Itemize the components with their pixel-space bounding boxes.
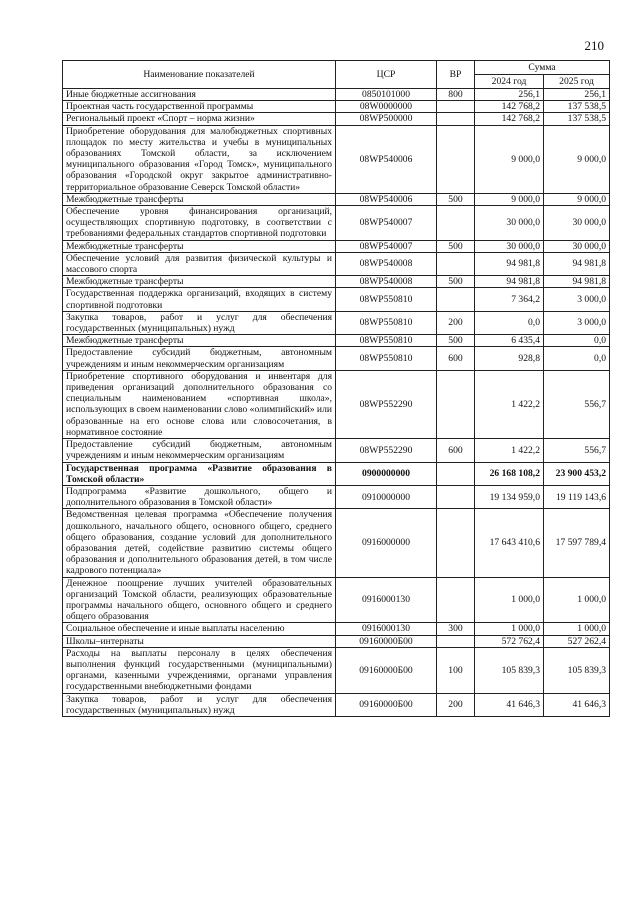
table-row: [63, 288, 610, 311]
row-sum-2024: 41 646,3: [475, 693, 544, 716]
row-sum-2024: 9 000,0: [475, 193, 544, 205]
row-name: Государственная программа «Развитие образования в Томской области»: [63, 462, 336, 485]
row-vr: 200: [437, 311, 475, 334]
table-row: [63, 635, 610, 647]
row-name: Предоставление субсидий бюджетным, автономным учреждениям и иным некоммерческим организациям: [63, 347, 336, 370]
row-csr: 08WP550810: [336, 288, 437, 311]
row-sum-2024: 1 422,2: [475, 370, 544, 438]
row-vr: [437, 370, 475, 438]
row-name: Государственная поддержка организаций, входящих в систему спортивной подготовки: [63, 288, 336, 311]
row-csr: 08WP550810: [336, 335, 437, 347]
row-sum-2025: 94 981,8: [544, 276, 610, 288]
row-name: Закупка товаров, работ и услуг для обеспечения государственных (муниципальных) нужд: [63, 693, 336, 716]
row-sum-2025: 556,7: [544, 439, 610, 462]
row-vr: 500: [437, 193, 475, 205]
table-row: [63, 101, 610, 113]
row-name: Приобретение оборудования для малобюджетных спортивных площадок по месту жительства и учебы в муниципальных образованиях Томской области, за исключением муниципального образования «Город Томск», муниципального образования «Городской округ закрытое административно-территориальное образование Северск Томской области»: [63, 125, 336, 193]
row-csr: 0850101000: [336, 89, 437, 101]
row-vr: [437, 509, 475, 577]
row-vr: 800: [437, 89, 475, 101]
row-vr: [437, 113, 475, 125]
header-csr: ЦСР: [336, 61, 437, 89]
row-sum-2025: 9 000,0: [544, 125, 610, 193]
row-sum-2024: 256,1: [475, 89, 544, 101]
row-sum-2024: 17 643 410,6: [475, 509, 544, 577]
row-sum-2025: 9 000,0: [544, 193, 610, 205]
row-csr: 08WP540007: [336, 240, 437, 252]
row-sum-2024: 94 981,8: [475, 276, 544, 288]
row-sum-2024: 1 000,0: [475, 577, 544, 623]
row-vr: [437, 577, 475, 623]
row-name: Обеспечение условий для развития физической культуры и массового спорта: [63, 252, 336, 275]
row-sum-2024: 1 000,0: [475, 623, 544, 635]
table-row: [63, 693, 610, 716]
row-sum-2025: 23 900 453,2: [544, 462, 610, 485]
row-sum-2025: 137 538,5: [544, 101, 610, 113]
row-vr: 500: [437, 335, 475, 347]
row-name: Подпрограмма «Развитие дошкольного, общего и дополнительного образования в Томской области»: [63, 485, 336, 508]
row-vr: [437, 288, 475, 311]
row-name: Социальное обеспечение и иные выплаты населению: [63, 623, 336, 635]
row-csr: 08WP540008: [336, 252, 437, 275]
row-sum-2025: 94 981,8: [544, 252, 610, 275]
row-sum-2025: 105 839,3: [544, 647, 610, 693]
row-csr: 08WP500000: [336, 113, 437, 125]
row-name: Межбюджетные трансферты: [63, 240, 336, 252]
table-row: [63, 577, 610, 623]
table-body: [63, 89, 610, 717]
page-number: 210: [584, 38, 604, 53]
row-name: Межбюджетные трансферты: [63, 193, 336, 205]
table-row: [63, 370, 610, 438]
row-vr: 500: [437, 276, 475, 288]
row-csr: 08WP552290: [336, 370, 437, 438]
table-row: [63, 623, 610, 635]
row-sum-2024: 94 981,8: [475, 252, 544, 275]
row-vr: [437, 485, 475, 508]
row-vr: 600: [437, 347, 475, 370]
row-sum-2025: 3 000,0: [544, 311, 610, 334]
row-vr: 500: [437, 240, 475, 252]
row-csr: 08WP550810: [336, 311, 437, 334]
row-name: Школы–интернаты: [63, 635, 336, 647]
budget-table: [62, 60, 610, 717]
table-row: [63, 485, 610, 508]
table-row: [63, 647, 610, 693]
table-row: [63, 125, 610, 193]
row-name: Межбюджетные трансферты: [63, 335, 336, 347]
row-sum-2024: 142 768,2: [475, 113, 544, 125]
row-name: Расходы на выплаты персоналу в целях обеспечения выполнения функций государственными (муниципальными) органами, казенными учреждениями, органами управления государственными внебюджетными фондами: [63, 647, 336, 693]
row-vr: 600: [437, 439, 475, 462]
row-sum-2024: 7 364,2: [475, 288, 544, 311]
row-vr: 300: [437, 623, 475, 635]
row-vr: [437, 101, 475, 113]
table-row: [63, 89, 610, 101]
row-sum-2024: 9 000,0: [475, 125, 544, 193]
row-sum-2024: 142 768,2: [475, 101, 544, 113]
row-sum-2025: 1 000,0: [544, 623, 610, 635]
row-vr: [437, 462, 475, 485]
row-name: Закупка товаров, работ и услуг для обеспечения государственных (муниципальных) нужд: [63, 311, 336, 334]
row-csr: 09160000Б00: [336, 635, 437, 647]
row-sum-2024: 572 762,4: [475, 635, 544, 647]
table-row: [63, 462, 610, 485]
row-sum-2025: 1 000,0: [544, 577, 610, 623]
row-sum-2024: 1 422,2: [475, 439, 544, 462]
row-csr: 0916000130: [336, 623, 437, 635]
row-vr: [437, 206, 475, 241]
table-row: [63, 311, 610, 334]
row-sum-2024: 105 839,3: [475, 647, 544, 693]
row-sum-2024: 19 134 959,0: [475, 485, 544, 508]
row-name: Региональный проект «Спорт – норма жизни»: [63, 113, 336, 125]
row-sum-2025: 41 646,3: [544, 693, 610, 716]
table-row: [63, 252, 610, 275]
table-row: [63, 509, 610, 577]
row-csr: 08WP552290: [336, 439, 437, 462]
row-name: Обеспечение уровня финансирования организаций, осуществляющих спортивную подготовку, в соответствии с требованиями федеральных стандартов спортивной подготовки: [63, 206, 336, 241]
row-sum-2025: 137 538,5: [544, 113, 610, 125]
row-csr: 0916000000: [336, 509, 437, 577]
row-name: Предоставление субсидий бюджетным, автономным учреждениям и иным некоммерческим организациям: [63, 439, 336, 462]
row-csr: 08WP550810: [336, 347, 437, 370]
row-sum-2025: 0,0: [544, 335, 610, 347]
table-row: [63, 193, 610, 205]
row-name: Проектная часть государственной программы: [63, 101, 336, 113]
row-name: Межбюджетные трансферты: [63, 276, 336, 288]
table-row: [63, 240, 610, 252]
row-sum-2025: 17 597 789,4: [544, 509, 610, 577]
table-row: [63, 335, 610, 347]
row-sum-2024: 0,0: [475, 311, 544, 334]
row-sum-2025: 0,0: [544, 347, 610, 370]
row-sum-2025: 556,7: [544, 370, 610, 438]
row-sum-2025: 256,1: [544, 89, 610, 101]
header-2025: 2025 год: [544, 75, 610, 89]
row-csr: 08W0000000: [336, 101, 437, 113]
table-row: [63, 206, 610, 241]
row-csr: 09160000Б00: [336, 647, 437, 693]
row-sum-2024: 6 435,4: [475, 335, 544, 347]
row-csr: 08WP540008: [336, 276, 437, 288]
row-csr: 08WP540006: [336, 193, 437, 205]
row-csr: 0900000000: [336, 462, 437, 485]
header-name: Наименование показателей: [63, 61, 336, 89]
header-2024: 2024 год: [475, 75, 544, 89]
row-sum-2025: 30 000,0: [544, 240, 610, 252]
table-row: [63, 439, 610, 462]
row-vr: [437, 125, 475, 193]
row-name: Денежное поощрение лучших учителей образовательных организаций Томской области, реализующих образовательные программы начального общего, основного общего и среднего общего образования: [63, 577, 336, 623]
row-name: Ведомственная целевая программа «Обеспечение получения дошкольного, начального общего, основного общего, среднего общего образования, создание условий для дополнительного образования детей, содействие развитию системы общего образования и дополнительного образования детей, в том числе кадрового потенциала»: [63, 509, 336, 577]
row-vr: [437, 252, 475, 275]
row-sum-2025: 3 000,0: [544, 288, 610, 311]
row-csr: 0916000130: [336, 577, 437, 623]
row-csr: 08WP540006: [336, 125, 437, 193]
row-sum-2025: 527 262,4: [544, 635, 610, 647]
table-row: [63, 276, 610, 288]
table-row: [63, 347, 610, 370]
header-vr: ВР: [437, 61, 475, 89]
table-row: [63, 113, 610, 125]
row-vr: [437, 635, 475, 647]
row-sum-2025: 30 000,0: [544, 206, 610, 241]
row-sum-2024: 30 000,0: [475, 240, 544, 252]
row-vr: 200: [437, 693, 475, 716]
row-vr: 100: [437, 647, 475, 693]
row-sum-2024: 928,8: [475, 347, 544, 370]
header-sum: Сумма: [475, 61, 610, 75]
row-csr: 08WP540007: [336, 206, 437, 241]
row-name: Приобретение спортивного оборудования и инвентаря для приведения организаций дополнительного образования со специальным наименованием «спортивная школа», использующих в своем наименовании слово «олимпийский» или образованные на его основе слова или словосочетания, в нормативное состояние: [63, 370, 336, 438]
row-name: Иные бюджетные ассигнования: [63, 89, 336, 101]
row-sum-2024: 26 168 108,2: [475, 462, 544, 485]
row-sum-2025: 19 119 143,6: [544, 485, 610, 508]
row-csr: 0910000000: [336, 485, 437, 508]
row-csr: 09160000Б00: [336, 693, 437, 716]
row-sum-2024: 30 000,0: [475, 206, 544, 241]
